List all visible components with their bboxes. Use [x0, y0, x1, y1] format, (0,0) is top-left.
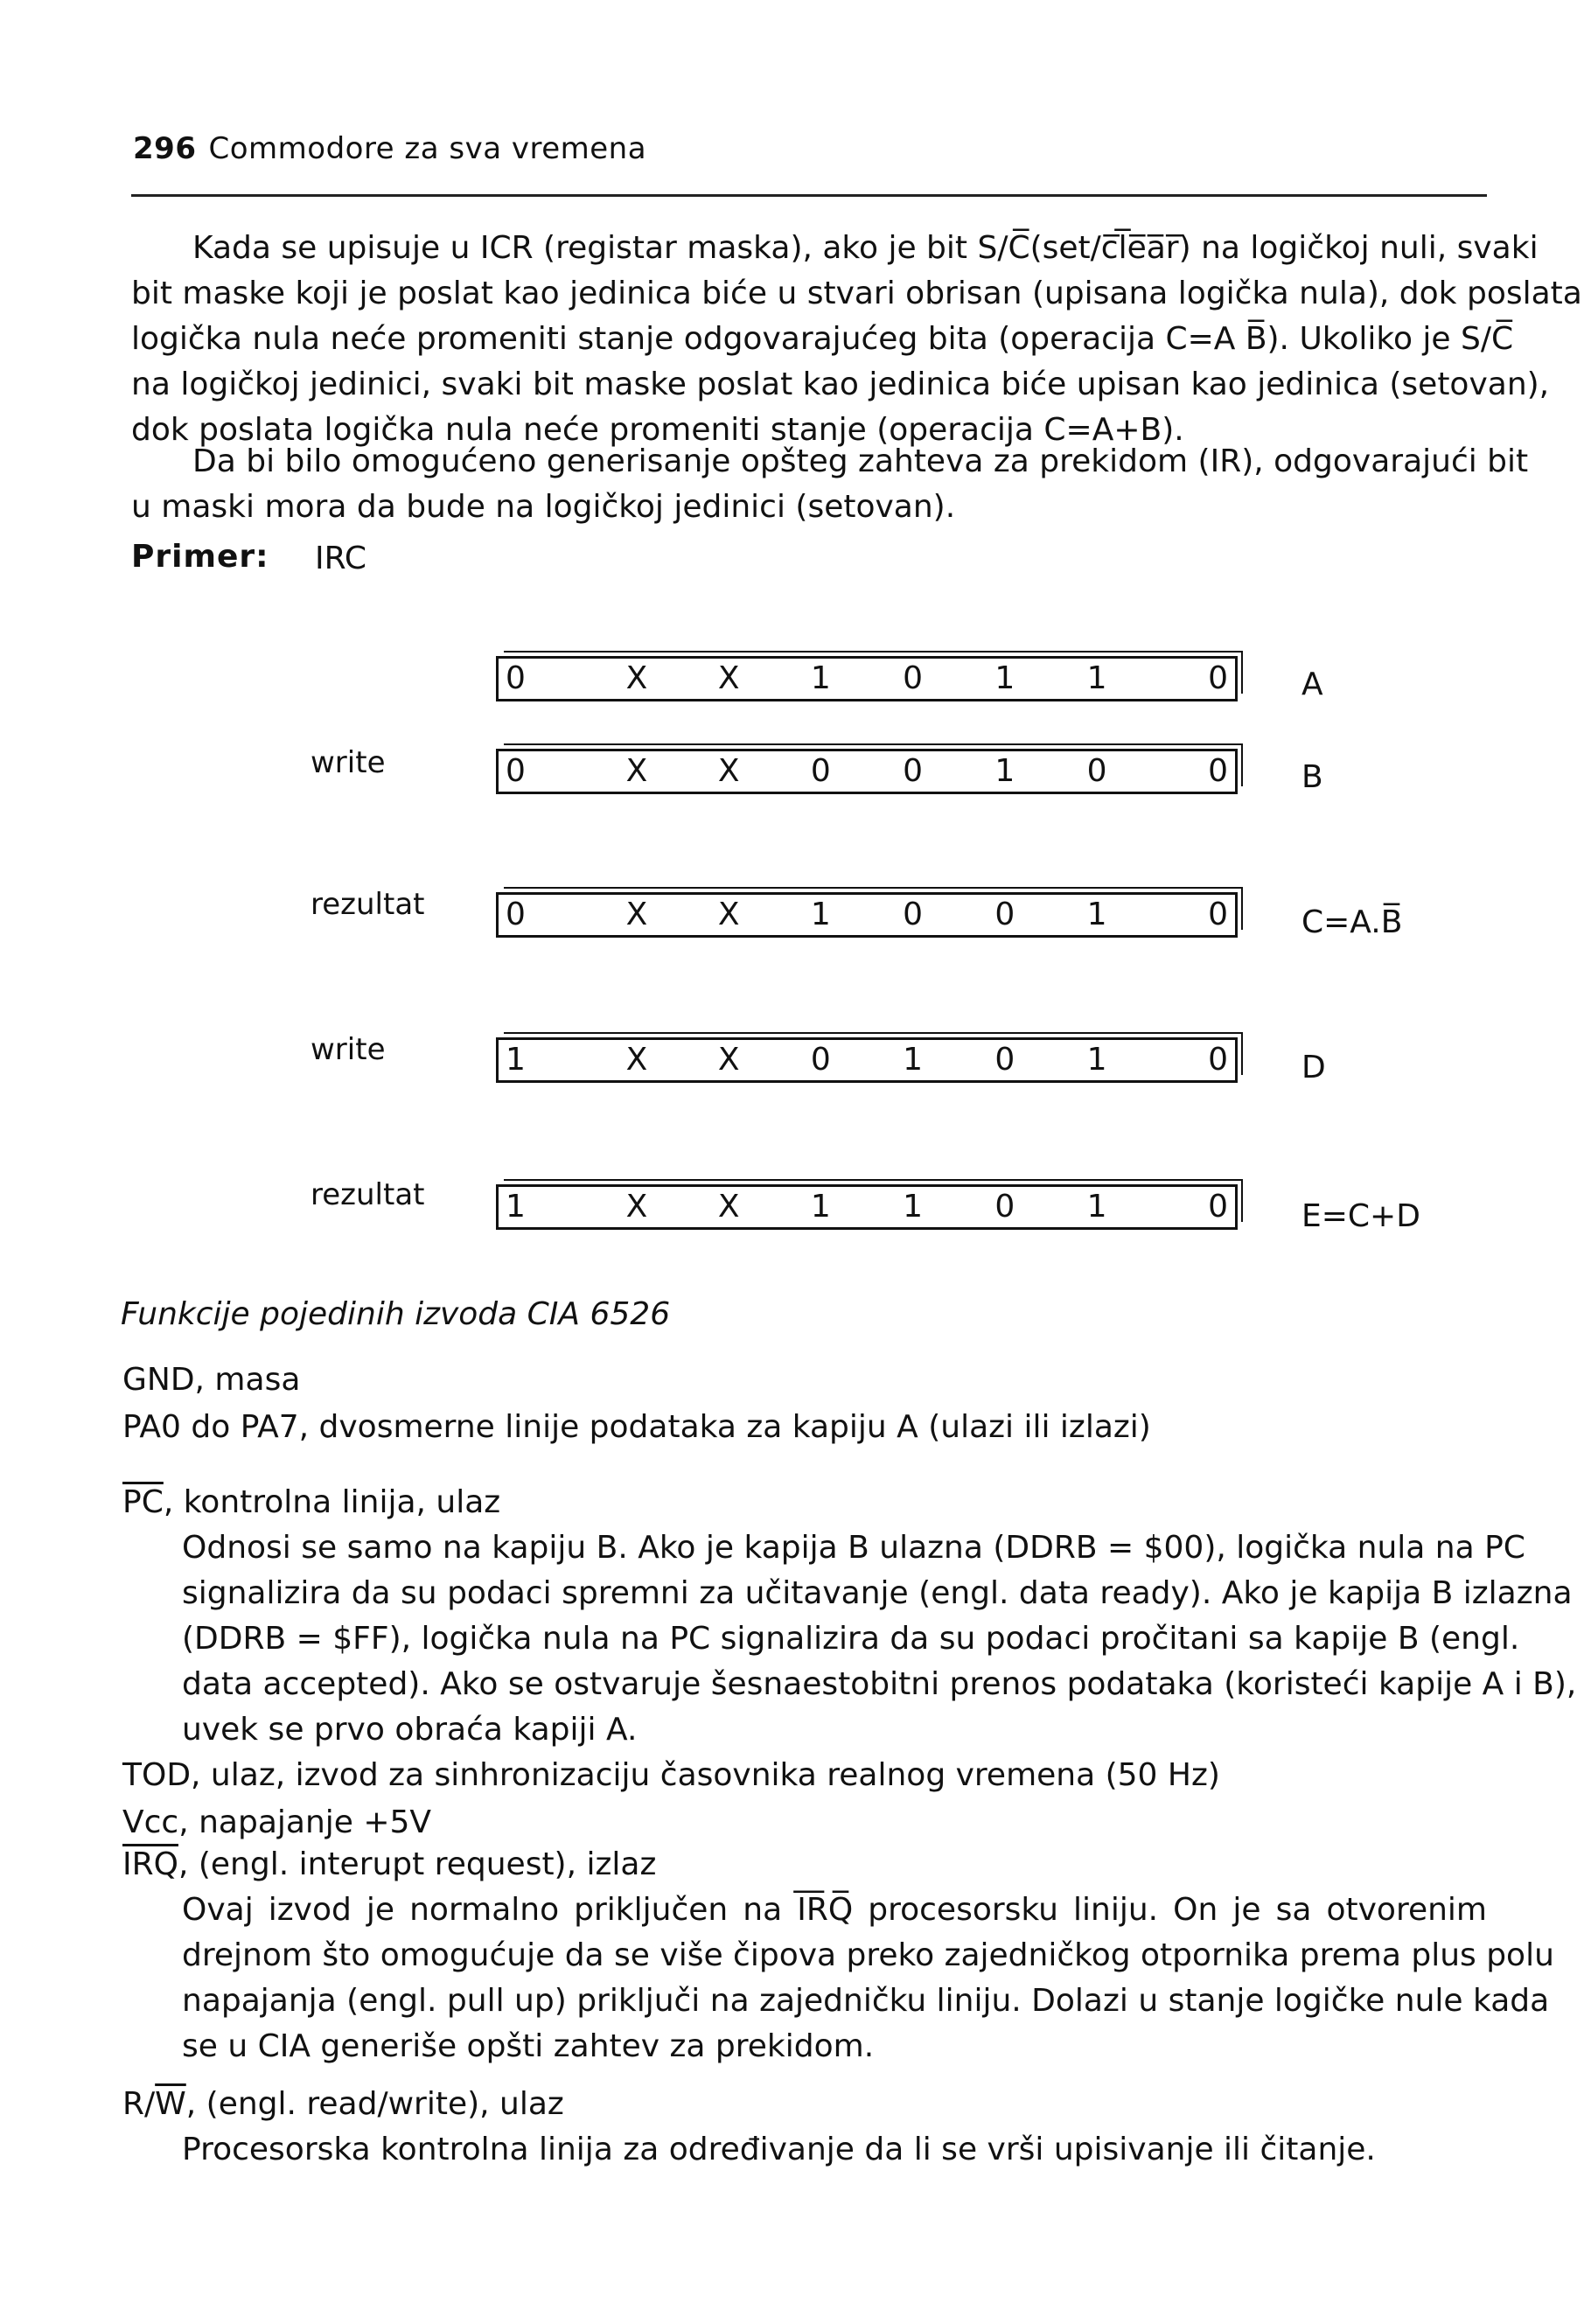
- bit-cell: 0: [1208, 1042, 1228, 1078]
- bit-cell: 0: [994, 897, 1015, 932]
- bit-cell: 0: [1208, 753, 1228, 789]
- bit-cell: 1: [506, 1042, 526, 1078]
- pin-line: GND, masa: [122, 1362, 301, 1398]
- register-label: write: [311, 745, 386, 780]
- register-name: B: [1301, 759, 1323, 795]
- header-rule: [131, 194, 1487, 197]
- register-label: rezultat: [311, 1177, 425, 1212]
- bit-cell: X: [717, 753, 740, 789]
- bit-cell: 1: [1086, 1042, 1107, 1078]
- pin-name: $\overline{PC}$: [122, 1484, 164, 1520]
- register-name: A: [1301, 666, 1323, 702]
- register-name: E=C+D: [1301, 1198, 1420, 1234]
- text-line: Procesorska kontrolna linija za određivanje da li se vrši upisivanje ili čitanje.: [182, 2132, 1376, 2167]
- bit-cell: 1: [903, 1189, 924, 1225]
- bit-cell: X: [717, 1189, 740, 1225]
- register-a: [496, 656, 1238, 701]
- register-label: rezultat: [311, 887, 425, 922]
- pin-name: R/: [122, 2086, 156, 2122]
- text-line: Ovaj izvod je normalno priključen na I̅R̅Q̅ procesorsku liniju. On je sa otvorenim: [182, 1892, 1487, 1928]
- pin-line: PA0 do PA7, dvosmerne linije podataka za kapiju A (ulazi ili izlazi): [122, 1409, 1151, 1445]
- intro-paragraph-1: [131, 226, 1582, 453]
- section-title: Funkcije pojedinih izvoda CIA 6526: [121, 1296, 671, 1332]
- text-line: Da bi bilo omogućeno generisanje opšteg zahteva za prekidom (IR), odgovarajući bit: [192, 443, 1529, 479]
- bit-cell: 1: [810, 897, 831, 932]
- pin-head-text: , kontrolna linija, ulaz: [163, 1484, 501, 1520]
- bit-cell: 0: [903, 753, 924, 789]
- bit-cell: X: [625, 1042, 648, 1078]
- pin-pc: [122, 1480, 1577, 1753]
- bit-cell: 0: [1086, 753, 1107, 789]
- text-line: dok poslata logička nula neće promeniti stanje (operacija C=A+B).: [131, 412, 1184, 448]
- text-line: signalizira da su podaci spremni za učitavanje (engl. data ready). Ako je kapija B izlazna: [182, 1575, 1573, 1611]
- register-c: [496, 892, 1238, 938]
- bit-cell: 0: [1208, 660, 1228, 696]
- bit-cell: 1: [1086, 1189, 1107, 1225]
- bit-cell: 1: [506, 1189, 526, 1225]
- bit-cell: 0: [810, 1042, 831, 1078]
- pin-head: [122, 1480, 1487, 1525]
- register-name: C=A.B̅: [1301, 904, 1403, 940]
- text-line: na logičkoj jedinici, svaki bit maske poslat kao jedinica biće upisan kao jedinica (setovan),: [131, 366, 1550, 402]
- bit-cell: 0: [506, 753, 526, 789]
- register-name: D: [1301, 1050, 1326, 1085]
- page-number: 296: [133, 131, 197, 166]
- pin-gnd: [122, 1357, 1487, 1403]
- bit-cell: 0: [994, 1189, 1015, 1225]
- register-label: write: [311, 1032, 386, 1067]
- text-line: logička nula neće promeniti stanje odgovarajućeg bita (operacija C=A B̅). Ukoliko je S/C̅: [131, 321, 1514, 357]
- bit-cell: 0: [1208, 897, 1228, 932]
- pin-line: TOD, ulaz, izvod za sinhronizaciju časovnika realnog vremena (50 Hz): [122, 1757, 1220, 1793]
- register-d: [496, 1037, 1238, 1083]
- bit-cell: X: [625, 660, 648, 696]
- register-e: [496, 1184, 1238, 1230]
- bit-cell: 1: [1086, 660, 1107, 696]
- bit-cell: X: [717, 897, 740, 932]
- text-line: data accepted). Ako se ostvaruje šesnaestobitni prenos podataka (koristeći kapije A i B),: [182, 1666, 1577, 1702]
- bit-cell: 0: [506, 897, 526, 932]
- bit-cell: 0: [810, 753, 831, 789]
- text-line: bit maske koji je poslat kao jedinica biće u stvari obrisan (upisana logička nula), dok poslata: [131, 276, 1582, 311]
- text-line: (DDRB = $FF), logička nula na PC signalizira da su podaci pročitani sa kapije B (engl.: [182, 1621, 1520, 1657]
- intro-paragraph-2: [131, 439, 1529, 530]
- bit-cell: 1: [994, 753, 1015, 789]
- pin-description: [122, 2127, 1487, 2173]
- text-line: drejnom što omogućuje da se više čipova preko zajedničkog otpornika prema plus polu: [182, 1937, 1554, 1973]
- bit-cell: X: [625, 897, 648, 932]
- bit-cell: X: [717, 1042, 740, 1078]
- bit-cell: 1: [903, 1042, 924, 1078]
- bit-cell: 0: [1208, 1189, 1228, 1225]
- bit-cell: 1: [1086, 897, 1107, 932]
- pin-description: [122, 1525, 1577, 1753]
- pin-head-text: , (engl. interupt request), izlaz: [178, 1846, 657, 1882]
- text-line: se u CIA generiše opšti zahtev za prekidom.: [182, 2028, 875, 2064]
- text-line: uvek se prvo obraća kapiji A.: [182, 1712, 638, 1748]
- pin-head: [122, 1842, 1487, 1888]
- pin-irq: [122, 1842, 1554, 2069]
- bit-cell: X: [625, 1189, 648, 1225]
- pin-description: [122, 1888, 1554, 2069]
- text-line: u maski mora da bude na logičkoj jedinici (setovan).: [131, 489, 956, 525]
- bit-cell: X: [717, 660, 740, 696]
- book-title: Commodore za sva vremena: [208, 131, 647, 166]
- bit-cell: 1: [810, 1189, 831, 1225]
- text-line: Kada se upisuje u ICR (registar maska), ako je bit S/C̅(set/c̅l̅e̅a̅r̅) na logičkoj nuli, svaki: [192, 230, 1539, 266]
- example-label: Primer:: [131, 539, 269, 575]
- text-line: napajanja (engl. pull up) priključi na zajedničku liniju. Dolazi u stanje logičke nule kada: [182, 1983, 1550, 2019]
- pin-name: $\overline{IRQ}$: [122, 1846, 178, 1882]
- bit-cell: 0: [506, 660, 526, 696]
- bit-cell: 0: [994, 1042, 1015, 1078]
- pin-pa: [122, 1405, 1487, 1450]
- pin-name-overline: $\overline{W}$: [155, 2086, 186, 2122]
- example-name: IRC: [315, 541, 366, 576]
- text-line: Odnosi se samo na kapiju B. Ako je kapija B ulazna (DDRB = $00), logička nula na PC: [182, 1530, 1525, 1566]
- bit-cell: X: [625, 753, 648, 789]
- pin-vcc: [122, 1800, 1487, 1846]
- bit-cell: 0: [903, 897, 924, 932]
- pin-line: Vcc, napajanje +5V: [122, 1804, 432, 1840]
- running-header: [133, 131, 646, 166]
- bit-cell: 0: [903, 660, 924, 696]
- pin-head-text: , (engl. read/write), ulaz: [185, 2086, 564, 2122]
- pin-tod: [122, 1753, 1487, 1798]
- bit-cell: 1: [810, 660, 831, 696]
- register-b: [496, 749, 1238, 794]
- pin-head: [122, 2082, 1487, 2127]
- bit-cell: 1: [994, 660, 1015, 696]
- pin-rw: [122, 2082, 1487, 2173]
